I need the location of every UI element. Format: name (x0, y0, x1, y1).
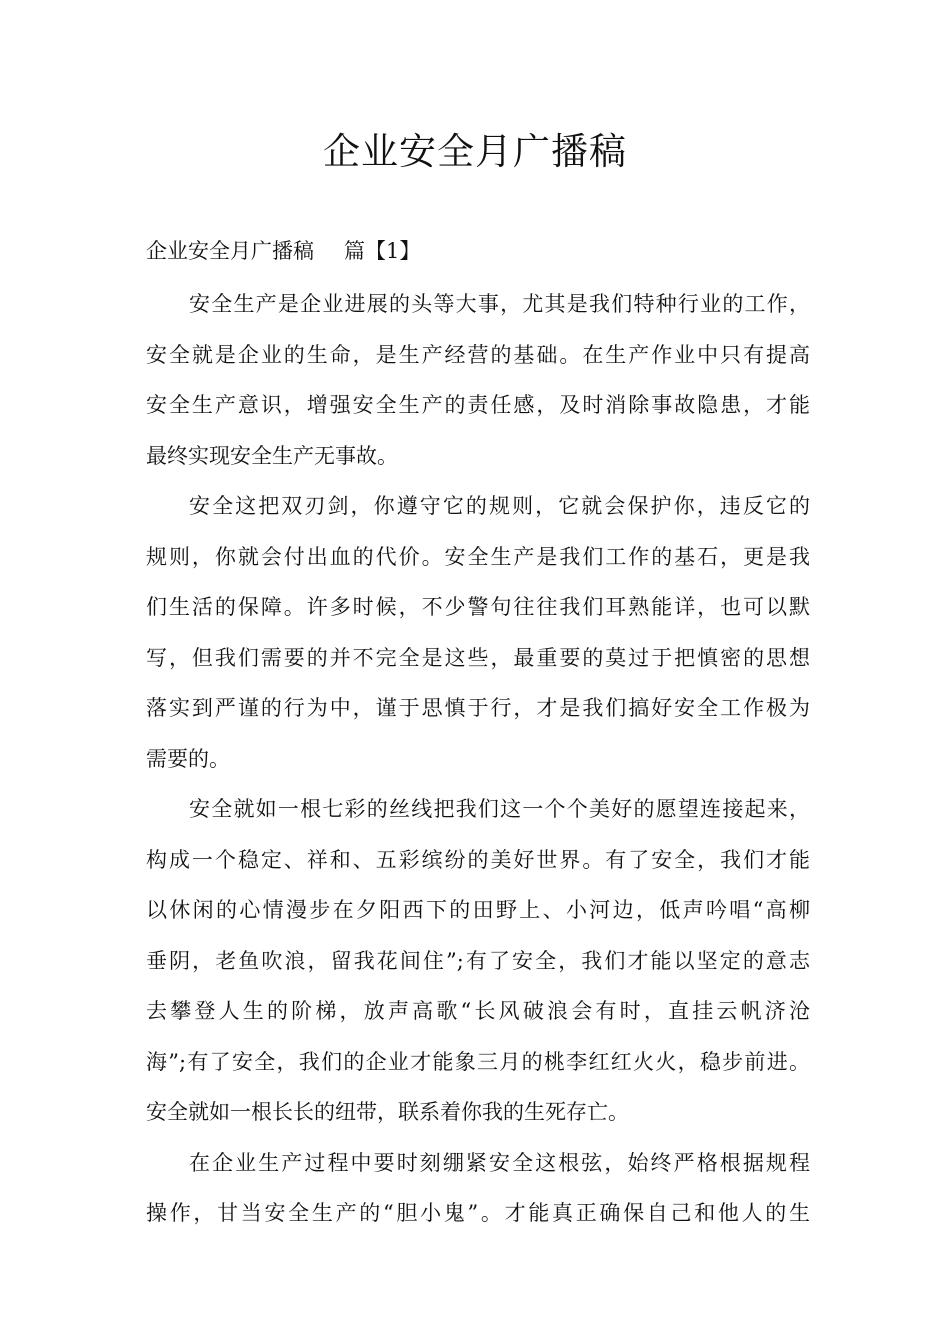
paragraph-2 (146, 481, 810, 784)
paragraph-line: 规则，你就会付出血的代价。安全生产是我们工作的基石，更是我 (146, 544, 810, 569)
paragraph-4 (146, 1138, 810, 1239)
paragraph-3 (146, 784, 810, 1138)
paragraph-line: 需要的。 (146, 746, 230, 771)
paragraph-line: 安全就如一根长长的纽带，联系着你我的生死存亡。 (146, 1100, 629, 1124)
paragraph-line: 安全生产是企业进展的头等大事，尤其是我们特种行业的工作， (189, 292, 810, 316)
paragraph-line: 写，但我们需要的并不完全是这些，最重要的莫过于把慎密的思想 (146, 645, 810, 670)
section-heading-name: 企业安全月广播稿 (146, 239, 314, 263)
paragraph-line: 落实到严谨的行为中，谨于思慎于行，才是我们搞好安全工作极为 (146, 696, 810, 720)
document-title: 企业安全月广播稿 (323, 130, 627, 173)
paragraph-line: 在企业生产过程中要时刻绷紧安全这根弦，始终严格根据规程 (189, 1150, 810, 1175)
paragraph-line: 以休闲的心情漫步在夕阳西下的田野上、小河边，低声吟唱“高柳 (146, 898, 810, 922)
section-heading-number: 篇【1】 (344, 239, 421, 263)
paragraph-line: 最终实现安全生产无事故。 (146, 443, 398, 468)
paragraph-line: 垂阴，老鱼吹浪，留我花间住”;有了安全，我们才能以坚定的意志 (146, 948, 810, 973)
paragraph-line: 安全就是企业的生命，是生产经营的基础。在生产作业中只有提高 (146, 342, 810, 367)
paragraph-line: 们生活的保障。许多时候，不少警句往往我们耳熟能详，也可以默 (146, 595, 810, 619)
paragraph-line: 构成一个稳定、祥和、五彩缤纷的美好世界。有了安全，我们才能 (146, 847, 810, 872)
paragraph-line: 安全生产意识，增强安全生产的责任感，及时消除事故隐患，才能 (146, 393, 810, 417)
paragraph-1 (146, 279, 810, 481)
paragraph-line: 操作，甘当安全生产的“胆小鬼”。才能真正确保自己和他人的生 (146, 1201, 810, 1225)
document-body (146, 229, 810, 1239)
paragraph-line: 安全这把双刃剑，你遵守它的规则，它就会保护你，违反它的 (189, 494, 810, 518)
paragraph-line: 去攀登人生的阶梯，放声高歌“长风破浪会有时，直挂云帆济沧 (146, 999, 810, 1023)
paragraph-line: 安全就如一根七彩的丝线把我们这一个个美好的愿望连接起来， (189, 797, 810, 821)
paragraph-line: 海”;有了安全，我们的企业才能象三月的桃李红红火火，稳步前进。 (146, 1049, 810, 1074)
section-heading (146, 229, 810, 274)
